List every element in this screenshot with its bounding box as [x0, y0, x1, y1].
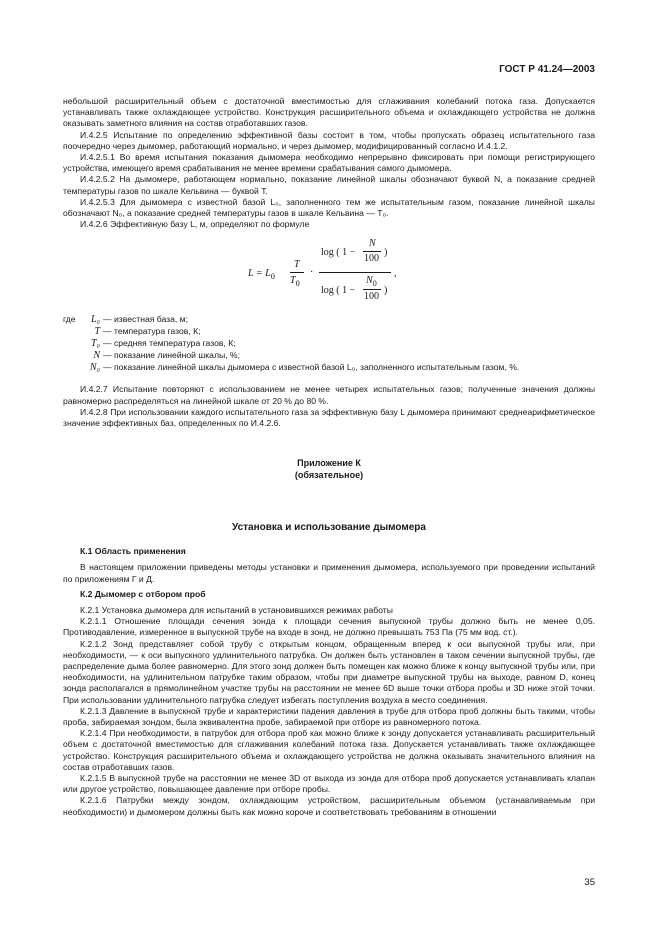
paragraph-k21: К.2.1 Установка дымомера для испытаний в установившихся режимах работы [80, 605, 393, 616]
appendix-k-body [63, 522, 595, 818]
paragraph-i4253: И.4.2.5.3 Для дымомера с известной базой L₀, заполненного тем же испытательным газом, показание линейной шкалы обозначают N₀, а показание средней температуры газов в шкале Кельвина — T₀. [63, 196, 595, 219]
paragraph-i425: И.4.2.5 Испытание по определению эффективной базы состоит в том, чтобы пропускать образец испытательного газа поочередно через дымомер, работающий нормально, и через дымомер, модифицированный согласно И.4.1.2. [63, 129, 595, 151]
definition-text: — известная база, м; [103, 314, 188, 325]
definition-symbol: N₀ [89, 362, 100, 374]
definition-row [63, 362, 595, 374]
formula-dot: · [310, 267, 314, 279]
formula-num-100: 100 [364, 253, 379, 265]
standard-header: ГОСТ Р 41.24—2003 [499, 64, 595, 75]
definition-text: — показание линейной шкалы, %; [103, 350, 240, 361]
symbol-definitions [63, 314, 595, 374]
appendix-heading [63, 457, 595, 481]
definition-row [63, 338, 595, 350]
definition-row [63, 314, 595, 326]
definition-symbol: N [93, 350, 100, 362]
formula-t: T [294, 259, 300, 271]
paragraph-i426: И.4.2.6 Эффективную базу L, м, определяют по формуле [80, 219, 310, 230]
paragraph-i4252: И.4.2.5.2 На дымомере, работающем нормально, показание линейной шкалы обозначают буквой N, а показание средней температуры газов по шкале Кельвина — буквой T. [63, 174, 595, 196]
page-number: 35 [584, 877, 595, 888]
formula-den-close: ) [384, 285, 388, 297]
paragraph-continuation: небольшой расширительный объем с достаточной вместимостью для сглаживания колебаний потока газа. Допускается устанавливать также охлаждающее устройство. Конструкция расширительного объема и охлаждающего устройства не должна оказывать заметного влияния на состав отработавших газов. [63, 96, 595, 129]
where-word: где [63, 314, 76, 325]
definition-symbol: L₀ [90, 314, 100, 326]
appendix-status: (обязательное) [294, 470, 364, 480]
formula-comma: , [394, 268, 397, 280]
paragraph-i427: И.4.2.7 Испытание повторяют с использованием не менее четырех испытательных газов; полученные значения должны равномерно распределяться на линейной шкале от 20 % до 80 %. [63, 384, 595, 406]
definition-row [63, 326, 595, 338]
definition-text: — температура газов, К; [103, 326, 201, 337]
paragraph-k216: К.2.1.6 Патрубки между зондом, охлаждающим устройством, расширительным объемом (устанавливаемым при необходимости) и дымомером должны быть как можно короче и соответствовать требованиям в отношении [63, 795, 595, 817]
formula-den-n0: N [366, 275, 373, 287]
formula-num-close: ) [384, 247, 388, 259]
formula-lhs-sub: 0 [270, 272, 275, 282]
formula-t0: T [290, 275, 296, 287]
fraction-bar-num [363, 251, 381, 252]
paragraph-k212: К.2.1.2 Зонд представляет собой трубу с открытым концом, обращенным вперед к оси выпускной трубы или, при необходимости, — к оси выпускного удлинительного патрубка. Он должен быть установлен в таком сечении выпускной трубы, где распределение дыма более равномерно. Для этого зонд должен быть помещен как можно ближе к концу выпускной трубы или, при необходимости, на удлинительном патрубке таким образом, чтобы при диаметре выпускной трубы на выходе, равном D, конец зонда располагался в прямолинейном участке трубы на расстоянии не менее 6D выше точки отбора пробы и 3D ниже этой точки. При использовании удлинительного патрубка следует избегать поступления воздуха в место соединения. [63, 638, 595, 705]
formula-num-n: N [369, 238, 376, 250]
paragraph-k214: К.2.1.4 При необходимости, в патрубок для отбора проб как можно ближе к зонду допускается устанавливать расширительный объем с достаточной вместимостью для сглаживания колебаний потока газа. Допускается устанавливать также охлаждающее устройство. Конструкция расширительного объема и охлаждающего устройства не должна оказывать значительного влияния на состав отработавших газов. [63, 728, 595, 772]
section-i42 [63, 96, 595, 429]
effective-base-formula [63, 235, 595, 311]
k1-text: В настоящем приложении приведены методы установки и применения дымомера, используемого при проведении испытаний по приложениям Г и Д. [63, 562, 595, 584]
k1-heading: К.1 Область применения [80, 546, 186, 557]
definition-row [63, 350, 595, 362]
paragraph-i428: И.4.2.8 При использовании каждого испытательного газа за эффективную базу L дымомера принимают среднеарифметическое значение эффективных баз, определенных по И.4.2.6. [63, 406, 595, 429]
fraction-bar-den [363, 289, 381, 290]
document-page [63, 0, 595, 936]
appendix-title: Приложение К [297, 458, 361, 468]
formula-den-n0-sub: 0 [372, 279, 377, 289]
formula-lhs: L = L [248, 268, 271, 280]
fraction-bar-main [319, 272, 391, 273]
k2-heading: К.2 Дымомер с отбором проб [80, 588, 206, 599]
paragraph-k213: К.2.1.3 Давление в выпускной трубе и характеристики падения давления в трубе для отбора проб должны быть такими, чтобы проба, забираемая зондом, была эквивалентна пробе, забираемой при отборе из равномерного потока. [63, 705, 595, 728]
paragraph-i4251: И.4.2.5.1 Во время испытания показания дымомера необходимо непрерывно фиксировать при помощи регистрирующего устройства, имеющего время срабатывания не менее времени срабатывания самого дымомера. [63, 152, 595, 174]
definition-symbol: T₀ [90, 338, 100, 350]
paragraph-k215: К.2.1.5 В выпускной трубе на расстоянии не менее 3D от выхода из зонда для отбора проб допускается устанавливать клапан или другое устройство, повышающее давление при отборе пробы. [63, 773, 595, 795]
section-title: Установка и использование дымомера [232, 522, 426, 533]
fraction-bar-t [290, 272, 304, 273]
definition-text: — средняя температура газов, К; [103, 338, 236, 349]
definition-symbol: T [94, 326, 100, 338]
definition-text: — показание линейной шкалы дымомера с известной базой L₀, заполненного испытательным газом, %. [103, 362, 520, 373]
formula-num-log: log ( 1 − [321, 247, 356, 259]
formula-den-100: 100 [364, 291, 379, 303]
formula-den-log: log ( 1 − [321, 285, 356, 297]
paragraph-k211: К.2.1.1 Отношение площади сечения зонда к площади сечения выпускной трубы должно быть не менее 0,05. Противодавление, измеренное в выпускной трубе на входе в зонд, не должно превышать 753 Па (75 мм вод. ст.). [63, 616, 595, 638]
formula-t0-sub: 0 [295, 279, 300, 289]
